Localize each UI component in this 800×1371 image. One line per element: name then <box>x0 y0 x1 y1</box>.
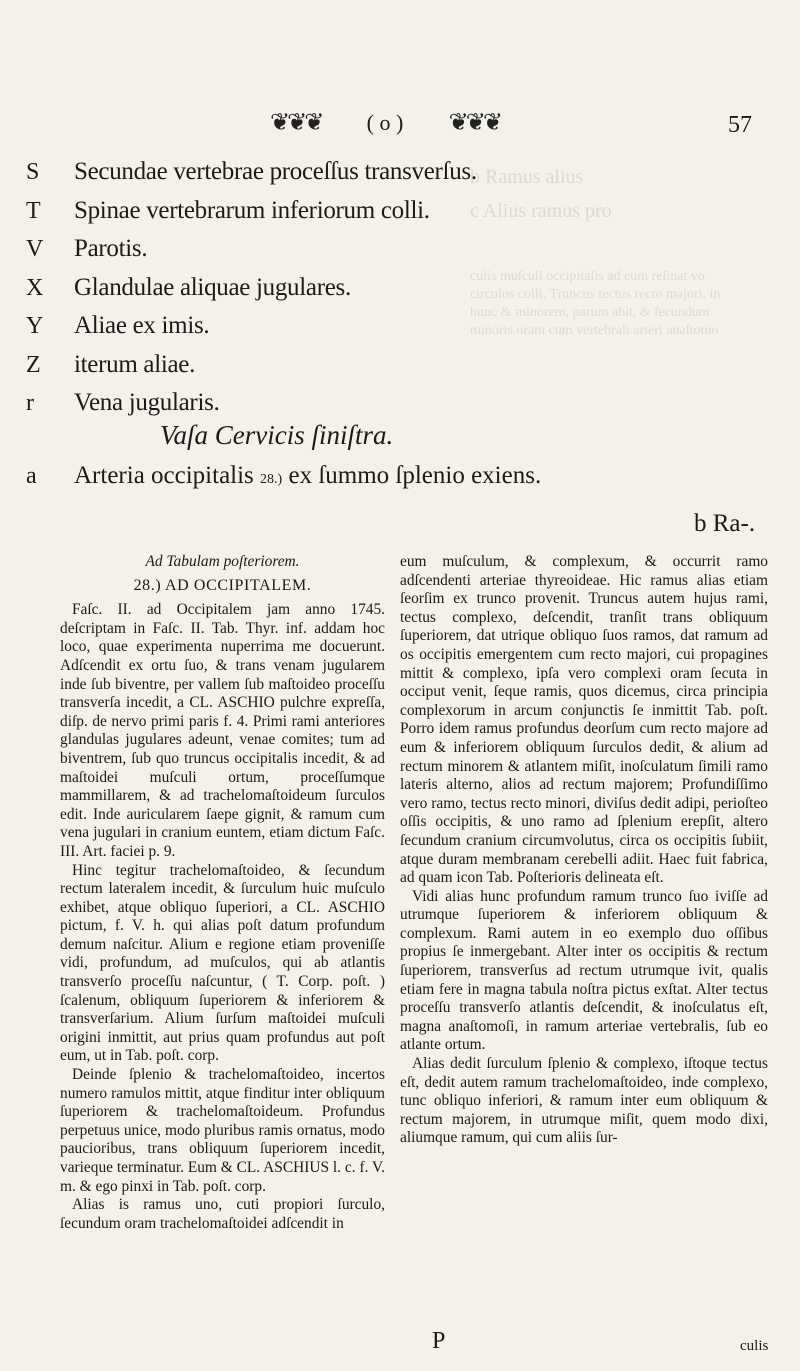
body-paragraph: Faſc. II. ad Occipitalem jam anno 1745. deſcriptam in Faſc. II. Tab. Thyr. inf. addam hoc loco, quae experimenta nuperrima me docuerunt. Adſcendit ex ortu ſuo, & trans venam jugularem inde ſub biventre, per vallem ſub maſtoideo proceſſu transverſa incedit, a CL. ASCHIO pulchre expreſſa, diſp. de nervo primi paris f. 4. Primi rami anteriores glandulas jugulares adeunt, venae comites; tum ad biventrem, ſub quo truncus occipitalis incedit, & ad maſtoidei muſculi ortum, proceſſumque mammillarem, & ad trachelomaſtoideum ſurculos edit. Inde auricularem ſaepe gignit, & ramum cum vena jugulari in cranium euntem, etiam dictum Faſc. III. Art. faciei p. 9. <box>60 601 385 860</box>
legend-item <box>26 274 766 313</box>
signature-mark: P <box>432 1328 446 1354</box>
legend-text: Parotis. <box>74 235 148 262</box>
body-paragraph: Alias is ramus uno, cuti propiori ſurculo, ſecundum oram trachelomaſtoidei adſcendit in <box>60 1196 385 1232</box>
legend-key: Y <box>26 313 44 339</box>
legend-text: Aliae ex imis. <box>74 312 210 339</box>
legend-item <box>26 197 766 236</box>
ornament-right-icon: ❦❦❦ <box>448 110 500 136</box>
legend-key: a <box>26 463 37 489</box>
legend-item <box>26 158 766 197</box>
running-header <box>270 108 500 137</box>
legend-item <box>26 312 766 351</box>
ornament-left-icon: ❦❦❦ <box>270 110 322 136</box>
show-through-line: c Alius ramus pro <box>470 200 612 222</box>
body-paragraph: Alias dedit ſurculum ſplenio & complexo, iſtoque tectus eſt, dedit autem ramum trachelomaſtoideo, inde complexo, tunc obliquo inferiori, & ramum inter eum obliquum & rectum majorem, in utrumque miſit, quem modo dixi, aliumque ramum, qui cum aliis ſur- <box>400 1055 768 1147</box>
legend-item <box>26 389 766 428</box>
legend-text: Secundae vertebrae proceſſus transverſus. <box>74 158 477 185</box>
table-caption: Ad Tabulam poſteriorem. <box>145 553 300 570</box>
legend-key: r <box>26 390 34 416</box>
legend-text: ex ſummo ſplenio exiens. <box>288 462 542 489</box>
header-center: ( o ) <box>366 109 404 135</box>
legend-key: S <box>26 159 40 185</box>
legend-text: Vena jugularis. <box>74 389 220 416</box>
legend-text: Arteria occipitalis <box>74 462 254 489</box>
section-heading: Vaſa Cervicis ſiniſtra. <box>160 420 394 450</box>
catchword-top: b Ra-. <box>694 510 756 537</box>
legend-text: Spinae vertebrarum inferiorum colli. <box>74 196 430 224</box>
legend-item <box>26 235 766 274</box>
show-through-line: minoris oram cum vertebrali arteri anaſtomo <box>470 323 719 338</box>
show-through-line: hunc & minorem, parum abit, & ſecundum <box>470 305 710 320</box>
legend-key: X <box>26 274 44 301</box>
note-title: 28.) AD OCCIPITALEM. <box>133 576 312 594</box>
legend-key: T <box>26 197 41 224</box>
legend-item <box>26 351 766 390</box>
body-paragraph: Vidi alias hunc profundum ramum trunco ſuo iviſſe ad utrumque ſuperiorem & inferiorem obliquum & complexum. Rami autem in eo exemplo duo oſſibus propius ſe inmergebant. Alter inter os occipitis & rectum ſuperiorem, transverſus ad rectum utrumque ivit, qualis etiam fere in magna tabula noſtra pictus exſtat. Alter tectus proceſſu transverſo atlantis deſcendit, & inoſculatus eſt, magna anaſtomoſi, in ramum arteriae vertebralis, ſub eo atlante ortum. <box>400 887 768 1054</box>
legend-key: V <box>26 236 44 262</box>
body-paragraph: eum muſculum, & complexum, & occurrit ramo adſcendenti arteriae thyreoideae. Hic ramus alias etiam ſeorſim ex trunco provenit. Truncus autem hujus rami, tectus complexo, deſcendit, tranſit trans obliquum ſuperiorem, dat utrique obliquo ſuos ramos, dat ramum ad os occipitis emergentem cum recto majori, cui propagines mittit & complexo, ipſa vero complexi oram ſecuta in occiput venit, ſeque ramis, quos dicemus, circa principia complexorum in arcum conjunctis ſe inmittit Tab. poſt. Porro idem ramus profundus deorſum cum recto majore ad eum & inferiorem obliquum ſurculos dedit, & alium ad rectum minorem & atlantem miſit, inoſculatum ſimili ramo lateris alterno, alios ad rectum majorem; Profundiſſimo vero ramo, tectus recto minori, diviſus dedit adipi, perioſteo oſſis occipitis, & uno ramo ad ſplenium erepſit, altero ſecundum cranium circumvolutus, circa os occipitis ſubiit, atque duram membranam cerebelli adiit. Haec fuit fabrica, ad quam icon Tab. Poſterioris delineata eſt. <box>400 553 768 887</box>
legend-text: iterum aliae. <box>74 350 196 378</box>
legend-text: Glandulae aliquae jugulares. <box>74 273 351 301</box>
show-through-line: circulos colli. Truncus tectus recto majori, in <box>470 287 721 302</box>
legend-list <box>26 158 766 428</box>
catchword-bottom: culis <box>740 1338 769 1354</box>
legend-key: Z <box>26 351 41 378</box>
show-through-line: b Ramus alius <box>470 166 584 188</box>
body-paragraph: Deinde ſplenio & trachelomaſtoideo, incertos numero ramulos mittit, atque finditur inter obliquum ſuperiorem & trachelomaſtoideum. Profundus perpetuus unice, modo pluribus ramis ornatus, modo paucioribus, trans obliquum ſuperiorem incedit, varieque terminatur. Eum & CL. ASCHIUS l. c. f. V. m. & ego pinxi in Tab. poſt. corp. <box>60 1066 385 1195</box>
legend-item-arteria <box>26 462 541 490</box>
show-through-line: culis muſculi occipitalis ad eum reſinat vo <box>470 269 705 284</box>
body-paragraph: Hinc tegitur trachelomaſtoideo, & ſecundum rectum lateralem incedit, & ſurculum huic muſculo exhibet, atque obliquo ſuperiori, a CL. ASCHIO pictum, f. V. h. qui alias poſt datum profundum demum naſcitur. Alium e regione etiam proveniſſe vidi, profundum, ad muſculos, qui ab atlantis transverſo proceſſu naſcuntur, ( T. Corp. poſt. ) ſcalenum, obliquum ſuperiorem & inferiorem & transverſarium. Alium ſurſum maſtoidei muſculi origini inmittit, aut prius quam profundus aut poſt eum, ut in Tab. poſt. corp. <box>60 861 385 1065</box>
right-column <box>400 553 768 1148</box>
page-number: 57 <box>728 112 752 138</box>
left-column <box>60 553 385 1233</box>
footnote-reference: 28.) <box>260 472 283 487</box>
